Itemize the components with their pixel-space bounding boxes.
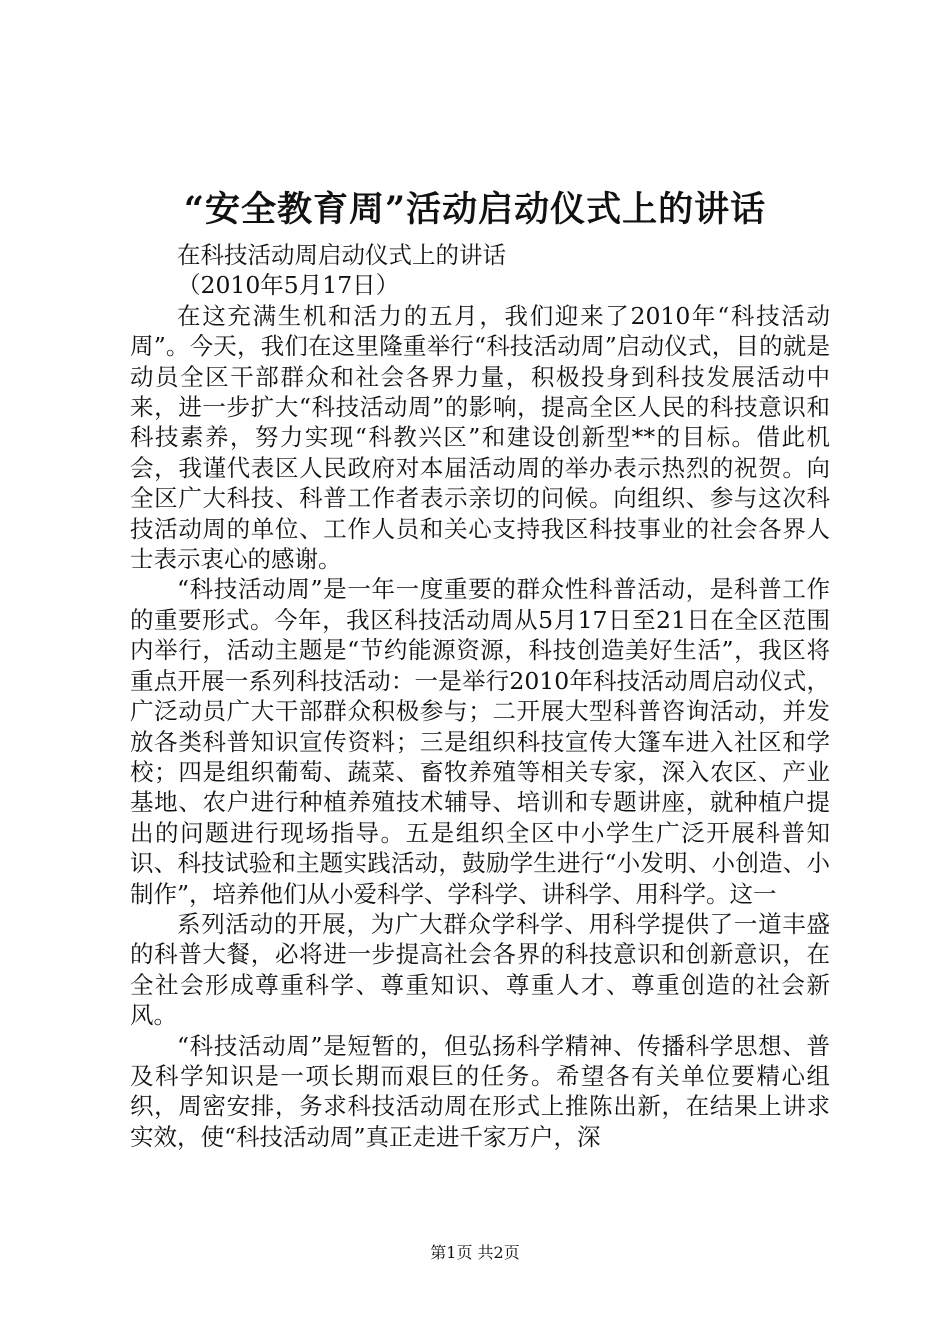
body-paragraph-2: “科技活动周”是一年一度重要的群众性科普活动，是科普工作的重要形式。今年，我区科技活动周从5月17日至21日在全区范围内举行，活动主题是“节约能源资源，科技创造美好生活”，我区将重点开展一系列科技活动：一是举行2010年科技活动周启动仪式，广泛动员广大干部群众积极参与；二开展大型科普咨询活动，并发放各类科普知识宣传资料；三是组织科技宣传大篷车进入社区和学校；四是组织葡萄、蔬菜、畜牧养殖等相关专家，深入农区、产业基地、农户进行种植养殖技术辅导、培训和专题讲座，就种植户提出的问题进行现场指导。五是组织全区中小学生广泛开展科普知识、科技试验和主题实践活动，鼓励学生进行“小发明、小创造、小制作”，培养他们从小爱科学、学科学、讲科学、用科学。这一 [130, 575, 830, 908]
document-body [130, 240, 830, 1152]
body-paragraph-1: 在这充满生机和活力的五月，我们迎来了2010年“科技活动周”。今天，我们在这里隆重举行“科技活动周”启动仪式，目的就是动员全区干部群众和社会各界力量，积极投身到科技发展活动中来，进一步扩大“科技活动周”的影响，提高全区人民的科技意识和科技素养，努力实现“科教兴区”和建设创新型**的目标。借此机会，我谨代表区人民政府对本届活动周的举办表示热烈的祝贺。向全区广大科技、科普工作者表示亲切的问候。向组织、参与这次科技活动周的单位、工作人员和关心支持我区科技事业的社会各界人士表示衷心的感谢。 [130, 301, 830, 574]
document-title: “安全教育周”活动启动仪式上的讲话 [183, 189, 767, 230]
body-paragraph-3: 系列活动的开展，为广大群众学科学、用科学提供了一道丰盛的科普大餐，必将进一步提高社会各界的科技意识和创新意识，在全社会形成尊重科学、尊重知识、尊重人才、尊重创造的社会新风。 [130, 909, 830, 1030]
page-footer: 第1页 共2页 [430, 1243, 520, 1262]
speech-subtitle: 在科技活动周启动仪式上的讲话 [177, 241, 506, 269]
speech-date: （2010年5月17日） [177, 271, 400, 300]
body-paragraph-4: “科技活动周”是短暂的，但弘扬科学精神、传播科学思想、普及科学知识是一项长期而艰巨的任务。希望各有关单位要精心组织，周密安排，务求科技活动周在形式上推陈出新，在结果上讲求实效，使“科技活动周”真正走进千家万户，深 [130, 1031, 830, 1151]
